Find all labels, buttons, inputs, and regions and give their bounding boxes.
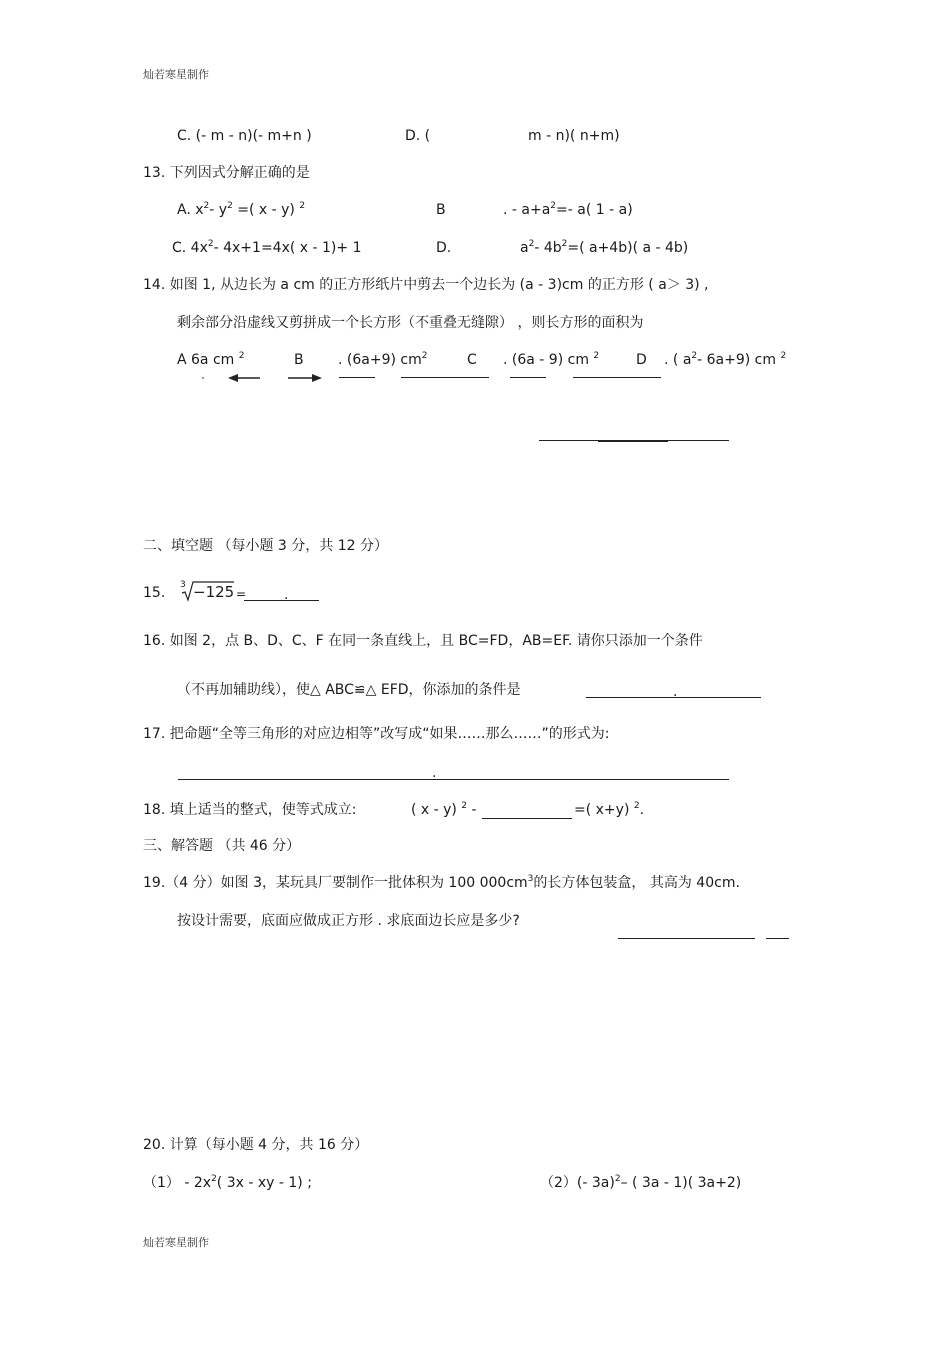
answer-underline [598,440,668,442]
q18-stem: 18. 填上适当的整式，使等式成立: [143,802,357,818]
q14-option-a: A 6a cm $^2$ [177,351,245,368]
q13-option-c: C. $4x^2-$ 4x+1=4x( x - 1)+ 1 [172,239,362,256]
q19-line1: 19.（4 分）如图 3，某玩具厂要制作一批体积为 100 $000cm^3$的长方体包装盒， 其高为 40cm. [143,874,740,891]
q13-option-a: A. $x^2-$ $y^2$ =( x - y) $^2$ [177,201,306,218]
q13-stem: 13. 下列因式分解正确的是 [143,165,310,181]
q20-part1: $(1) - 2x^2$( 3x - xy - 1) ; [143,1174,312,1191]
answer-underline [244,600,319,601]
q17-blank-dot: . [432,765,437,781]
q14-line1: 14. 如图 1, 从边长为 a cm 的正方形纸片中剪去一个边长为 (a - 3)cm 的正方形 ( a＞ 3) , [143,277,709,293]
q14-option-b-label: B [294,352,304,368]
section2-title: 二、填空题 （每小题 3 分，共 12 分） [143,538,388,554]
q15-number: 15. [143,585,166,601]
section3-title: 三、解答题 （共 46 分） [143,838,301,854]
q13-option-d-label: D. [436,240,452,256]
q17-line1: 17. 把命题“全等三角形的对应边相等”改写成“如果……那么……”的形式为: [143,726,610,742]
q16-line1: 16. 如图 2，点 B、D、C、F 在同一条直线上，且 BC=FD，AB=EF. 请你只添加一个条件 [143,633,703,649]
page-header: 灿若寒星制作 [143,68,209,81]
q12-option-c: C. (- m - n)(- m+n ) [177,128,312,144]
q14-option-c: . (6a - 9) cm $^2$ [503,351,600,368]
page-footer: 灿若寒星制作 [143,1236,209,1249]
q15-root-index: 3 [180,580,186,590]
answer-underline [482,818,572,819]
q15-equals: = [236,587,247,601]
q14-option-d: . ( $a^2-$ 6a+9) cm $^2$ [664,351,787,368]
q15-radicand: −125 [193,583,235,601]
q18-expression: ( x - y) $^2$ - [411,801,477,818]
answer-underline [573,377,661,378]
q13-option-d: $a^2-$ $4b^2=$( a+4b)( a - 4b) [520,239,689,256]
q20-stem: 20. 计算（每小题 4 分，共 16 分） [143,1137,369,1153]
answer-underline [766,938,789,939]
q16-line2: （不再加辅助线），使△ ABC≌△ EFD，你添加的条件是 [177,682,521,698]
answer-underline [339,377,375,378]
q13-option-b: . - $a+a^2=-$ a( 1 - a) [503,201,633,218]
answer-underline [510,377,546,378]
q18-expression-right: =( x+y) $^2$. [574,801,645,818]
double-arrow-icon [200,368,330,388]
answer-underline [178,779,729,780]
q12-option-d-open: D. ( [405,128,431,144]
q14-line2: 剩余部分沿虚线又剪拼成一个长方形（不重叠无缝隙） ，则长方形的面积为 [177,315,644,331]
q14-option-c-label: C [467,352,477,368]
q15-blank-dot: . [284,587,289,603]
q20-part2: （2）(- 3a)$^2$– ( 3a - 1)( 3a+2) [540,1174,742,1191]
q16-blank-dot: . [673,684,678,700]
q12-option-d-rest: m - n)( n+m) [528,128,620,144]
answer-underline [618,938,755,939]
q19-line2: 按设计需要，底面应做成正方形 . 求底面边长应是多少? [177,913,520,929]
q14-option-b: . (6a+9) $cm^2$ [338,351,428,368]
q14-option-d-label: D [636,352,647,368]
answer-underline [401,377,489,378]
q13-option-b-label: B [436,202,446,218]
